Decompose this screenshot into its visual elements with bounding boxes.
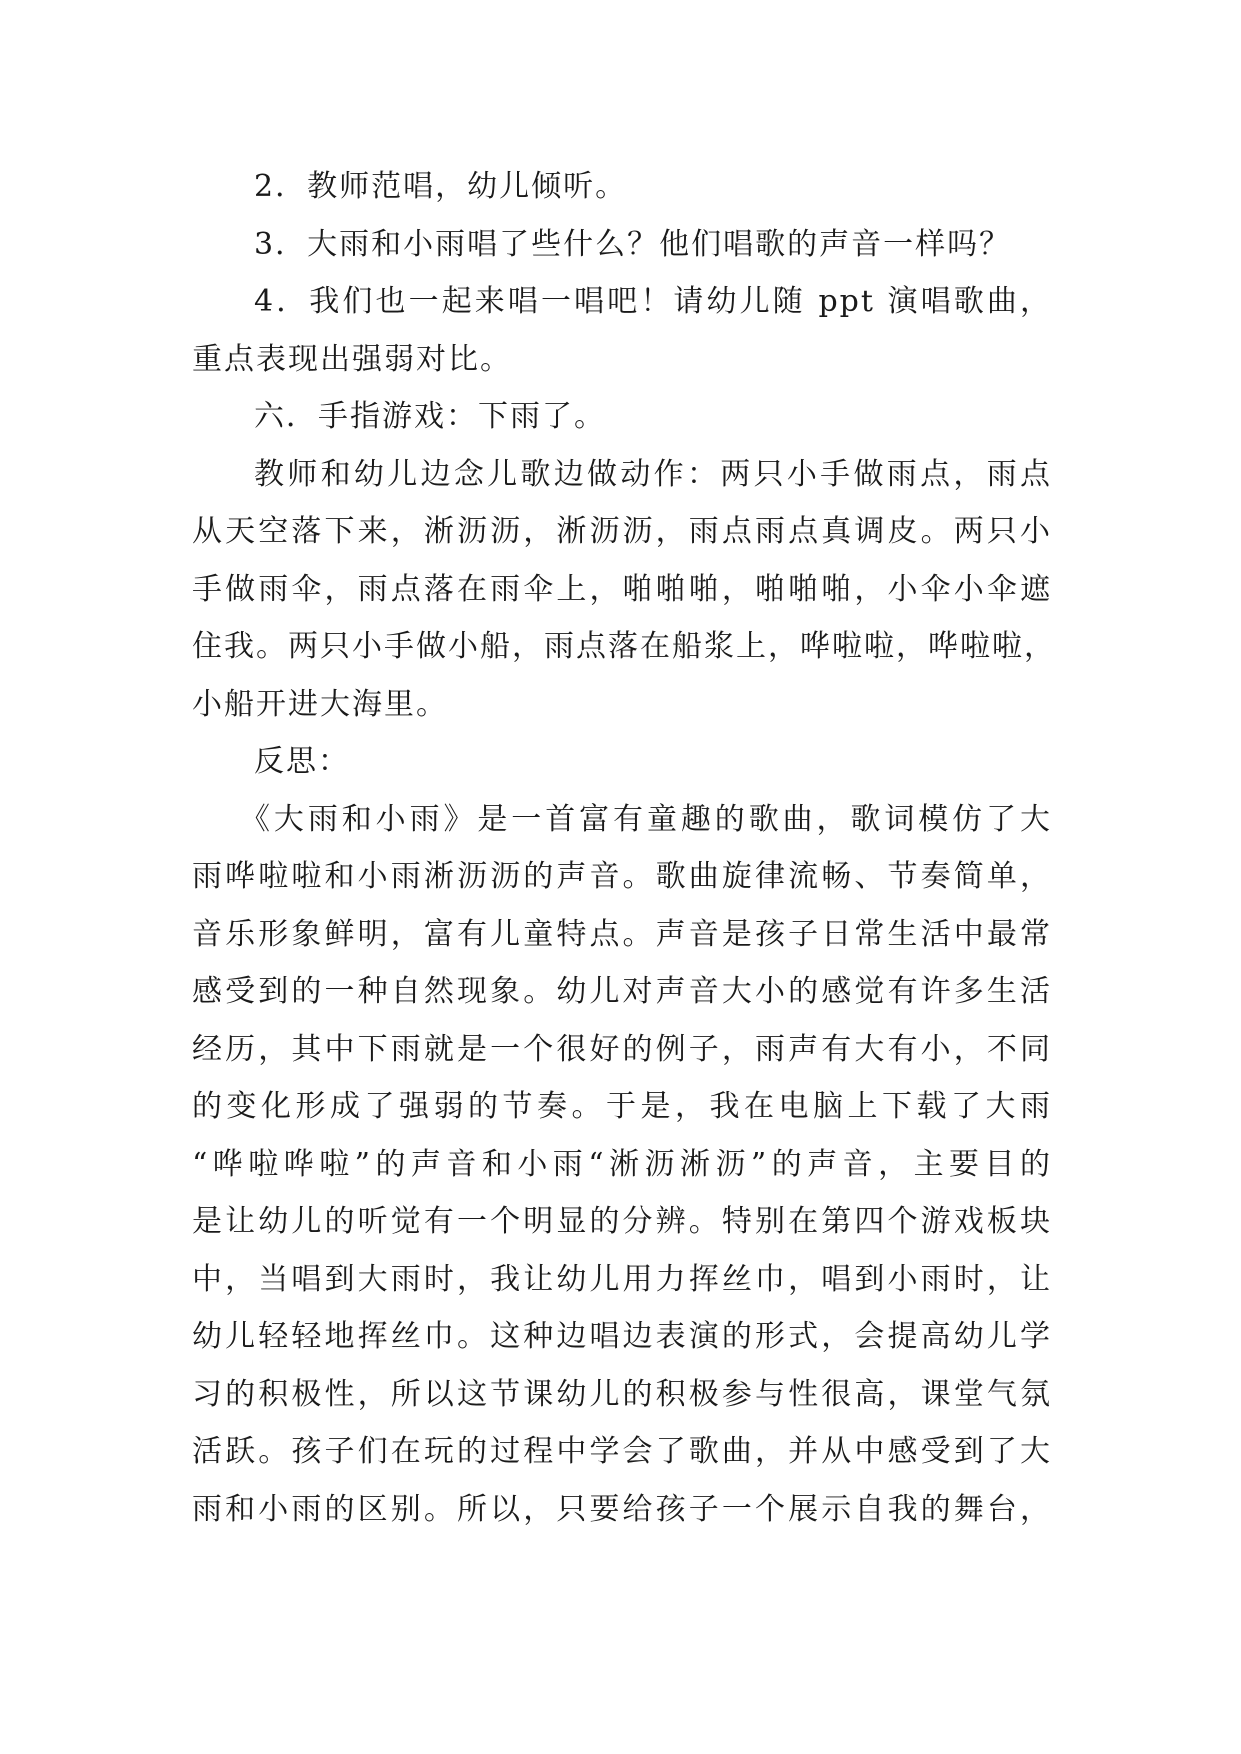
document-body: [192, 158, 1056, 1538]
paragraph-line-17: 的变化形成了强弱的节奏。于是，我在电脑上下载了大雨: [192, 1089, 1052, 1124]
paragraph-line-19: 是让幼儿的听觉有一个明显的分辨。特别在第四个游戏板块: [192, 1204, 1052, 1239]
paragraph-line-23: 活跃。孩子们在玩的过程中学会了歌曲，并从中感受到了大: [192, 1434, 1052, 1469]
paragraph-line-7: 从天空落下来，淅沥沥，淅沥沥，雨点雨点真调皮。两只小: [192, 514, 1052, 549]
paragraph-line-8: 手做雨伞，雨点落在雨伞上，啪啪啪，啪啪啪，小伞小伞遮: [192, 571, 1052, 607]
paragraph-line-10: 小船开进大海里。: [192, 686, 448, 722]
paragraph-line-22: 习的积极性，所以这节课幼儿的积极参与性很高，课堂气氛: [192, 1376, 1052, 1412]
paragraph-line-21: 幼儿轻轻地挥丝巾。这种边唱边表演的形式，会提高幼儿学: [192, 1319, 1052, 1354]
paragraph-line-14: 音乐形象鲜明，富有儿童特点。声音是孩子日常生活中最常: [192, 916, 1052, 952]
paragraph-line-12: 《大雨和小雨》是一首富有童趣的歌曲，歌词模仿了大: [240, 801, 1052, 837]
paragraph-line-2: 3．大雨和小雨唱了些什么？他们唱歌的声音一样吗？: [254, 226, 1012, 262]
paragraph-line-24: 雨和小雨的区别。所以，只要给孩子一个展示自我的舞台，: [192, 1491, 1052, 1527]
paragraph-line-20: 中，当唱到大雨时，我让幼儿用力挥丝巾，唱到小雨时，让: [192, 1261, 1052, 1297]
paragraph-line-1: 2．教师范唱，幼儿倾听。: [254, 169, 628, 204]
paragraph-line-6: 教师和幼儿边念儿歌边做动作：两只小手做雨点，雨点: [254, 456, 1052, 492]
paragraph-line-3: 4．我们也一起来唱一唱吧！请幼儿随 ppt 演唱歌曲，: [254, 284, 1052, 319]
paragraph-line-18: “哗啦哗啦”的声音和小雨“淅沥淅沥”的声音，主要目的: [192, 1146, 1052, 1182]
paragraph-line-16: 经历，其中下雨就是一个很好的例子，雨声有大有小，不同: [192, 1031, 1052, 1067]
paragraph-line-15: 感受到的一种自然现象。幼儿对声音大小的感觉有许多生活: [192, 974, 1052, 1009]
section-heading-finger-game: 六．手指游戏：下雨了。: [254, 399, 606, 434]
paragraph-line-4: 重点表现出强弱对比。: [192, 341, 512, 377]
section-heading-reflection: 反思：: [254, 744, 350, 779]
paragraph-line-9: 住我。两只小手做小船，雨点落在船浆上，哗啦啦，哗啦啦，: [192, 629, 1056, 664]
paragraph-line-13: 雨哗啦啦和小雨淅沥沥的声音。歌曲旋律流畅、节奏简单，: [192, 859, 1052, 894]
